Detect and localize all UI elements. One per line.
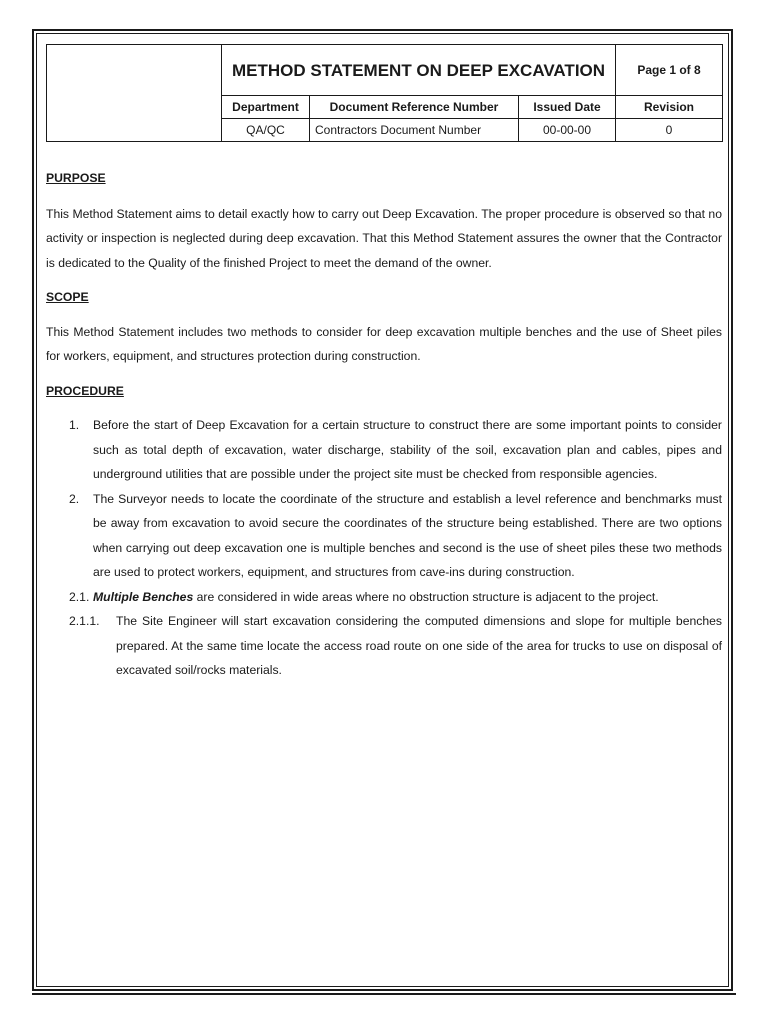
page-number: Page 1 of 8 [616,45,723,96]
multiple-benches-term: Multiple Benches [93,589,194,604]
scope-text: This Method Statement includes two methods to consider for deep excavation multiple benches and the use of Sheet piles for workers, equipment, and structures protection during construction. [46,324,722,363]
item-text: The Surveyor needs to locate the coordinate of the structure and establish a level reference and benchmarks must be away from excavation to avoid secure the coordinates of the structure being established. There are two options when carrying out deep excavation one is multiple benches and second is the use of sheet piles these two methods are used to protect workers, equipment, and structures from cave-ins during construction. [93,491,722,579]
header-doc-ref: Document Reference Number [310,96,519,119]
header-department: Department [222,96,310,119]
logo-cell [47,45,222,142]
item-text: The Site Engineer will start excavation considering the computed dimensions and slope for multiple benches prepared. At the same time locate the access road route on one side of the area for trucks to use on disposal of excavated soil/rocks materials. [116,614,722,677]
procedure-item-2 [46,487,722,585]
document-body [46,166,722,683]
procedure-item-1 [46,413,722,487]
value-department: QA/QC [222,119,310,142]
item-number: 2.1. [69,589,90,604]
procedure-item-2-1-1 [46,609,722,683]
header-issued-date: Issued Date [519,96,616,119]
scope-heading: SCOPE [46,290,89,304]
value-doc-ref: Contractors Document Number [310,119,519,142]
purpose-heading: PURPOSE [46,171,106,185]
item-number: 1. [69,418,80,432]
document-header-table [46,44,723,142]
page-border-bottom [32,993,736,995]
value-issued-date: 00-00-00 [519,119,616,142]
item-text: Before the start of Deep Excavation for a certain structure to construct there are some important points to consider such as total depth of excavation, water discharge, stability of the soil, excavation plan and cables, pipes and underground utilities that are possible under the project site must be checked from responsible agencies. [93,418,722,481]
procedure-heading: PROCEDURE [46,383,124,398]
document-title: METHOD STATEMENT ON DEEP EXCAVATION [222,45,616,96]
item-number: 2.1.1. [69,614,100,628]
purpose-text: This Method Statement aims to detail exactly how to carry out Deep Excavation. The proper procedure is observed so that no activity or inspection is neglected during deep excavation. That this Method Statement assures the owner that the Contractor is dedicated to the Quality of the finished Project to meet the demand of the owner. [46,206,722,270]
procedure-item-2-1 [46,585,722,610]
item-number: 2. [69,491,80,506]
item-text: are considered in wide areas where no obstruction structure is adjacent to the project. [193,589,659,604]
value-revision: 0 [616,119,723,142]
header-revision: Revision [616,96,723,119]
